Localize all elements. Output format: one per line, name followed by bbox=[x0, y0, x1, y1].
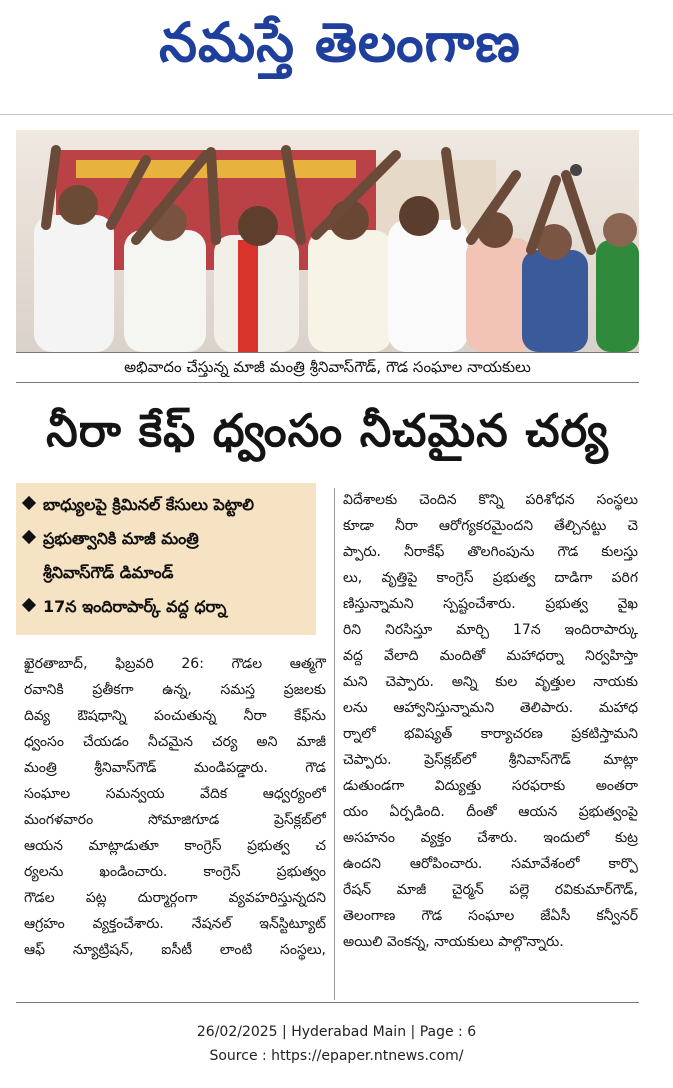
article-line: ర్యలను ఖండించారు. కాంగ్రెస్ ప్రభుత్వం bbox=[24, 864, 326, 880]
article-line: డుతుండగా విద్యుత్తు సరఫరాకు అంతరా bbox=[343, 778, 638, 794]
column-divider bbox=[334, 488, 335, 1000]
caption-rule-bottom bbox=[16, 382, 639, 383]
news-photo bbox=[16, 130, 639, 352]
article-line: ణిస్తున్నామని స్పష్టంచేశారు. ప్రభుత్వ వైఖ bbox=[343, 596, 638, 612]
photo-caption: అభివాదం చేస్తున్న మాజీ మంత్రి శ్రీనివాస్‌గౌడ్, గౌడ సంఘాల నాయకులు bbox=[124, 358, 531, 376]
article-line: సంఘాల సమన్వయ వేదిక ఆధ్వర్యంలో bbox=[24, 786, 326, 802]
article-line: లు, వృత్తిపై కాంగ్రెస్ ప్రభుత్వ దాడిగా పరిగ bbox=[343, 570, 638, 586]
highlight-text: ప్రభుత్వానికి మాజీ మంత్రి bbox=[43, 529, 199, 548]
masthead bbox=[0, 0, 673, 118]
article-line: ఆయన మాట్లాడుతూ కాంగ్రెస్ ప్రభుత్వ చ bbox=[24, 838, 326, 854]
article-line: రేషన్ మాజీ చైర్మన్ పల్లె రవికుమార్‌గౌడ్, bbox=[343, 882, 638, 898]
highlight-text: 17న ఇందిరాపార్క్ వద్ద ధర్నా bbox=[43, 597, 227, 616]
article-line: మంగళవారం సోమాజిగూడ ప్రెస్‌క్లబ్‌లో bbox=[24, 812, 326, 828]
article-line: ప్పారు. నీరాకేఫ్ తొలగింపును గౌడ కులస్తు bbox=[343, 544, 638, 560]
article-line: ర్నాలో భవిష్యత్ కార్యాచరణ ప్రకటిస్తామని bbox=[343, 726, 638, 742]
article-line: విదేశాలకు చెందిన కొన్ని పరిశోధన సంస్థలు bbox=[343, 492, 638, 508]
article-column-right bbox=[343, 487, 638, 955]
article-line: దివ్య ఔషధాన్ని పంచుతున్న నీరా కేఫ్‌ను bbox=[24, 708, 326, 724]
highlight-text-continued: శ్రీనివాస్‌గౌడ్ డిమాండ్ bbox=[43, 563, 174, 582]
article-line: రిని నిరసిస్తూ మార్చి 17న ఇందిరాపార్కు bbox=[343, 622, 638, 638]
diamond-bullet-icon bbox=[22, 496, 36, 510]
article-line: మని చెప్పారు. అన్ని కుల వృత్తుల నాయకు bbox=[343, 674, 638, 690]
highlights-box bbox=[16, 483, 316, 635]
article-line: మంత్రి శ్రీనివాస్‌గౌడ్ మండిపడ్డారు. గౌడ bbox=[24, 760, 326, 776]
article-line: అయిలి వెంకన్న, నాయకులు పాల్గొన్నారు. bbox=[343, 934, 564, 950]
article-line: యం ఏర్పడింది. దీంతో ఆయన ప్రభుత్వంపై bbox=[343, 804, 638, 820]
article-line: ధ్వంసం చేయడం నీచమైన చర్య అని మాజీ bbox=[24, 734, 326, 750]
diamond-bullet-icon bbox=[22, 530, 36, 544]
article-line: గౌడల పట్ల దుర్మార్గంగా వ్యవహరిస్తున్నదని bbox=[24, 890, 326, 906]
article-line: ఉందని ఆరోపించారు. సమావేశంలో కార్పొ bbox=[343, 856, 638, 872]
highlight-item bbox=[24, 495, 254, 518]
headline: నీరా కేఫ్ ధ్వంసం నీచమైన చర్య bbox=[46, 404, 609, 457]
article-line: ఖైరతాబాద్, ఫిబ్రవరి 26: గౌడల ఆత్మగౌ bbox=[24, 656, 326, 672]
footer-edition-info: 26/02/2025 | Hyderabad Main | Page : 6 bbox=[196, 1024, 477, 1040]
masthead-logo: నమస్తే తెలంగాణ bbox=[159, 11, 521, 74]
article-line: వద్ద వేలాది మందితో మహాధర్నా నిర్వహిస్తా bbox=[343, 648, 638, 664]
highlight-item bbox=[24, 529, 199, 552]
article-line: తెలంగాణ గౌడ సంఘాల జేఏసీ కన్వీనర్ bbox=[343, 908, 638, 924]
highlight-item bbox=[24, 597, 226, 620]
article-line: ఆఫ్ న్యూట్రిషన్, ఐసీటీ లాంటి సంస్థలు, bbox=[24, 942, 326, 958]
article-line: ఆగ్రహం వ్యక్తంచేశారు. నేషనల్ ఇన్‌స్టిట్యూట్ bbox=[24, 916, 326, 932]
article-line: చెప్పారు. ప్రెస్‌క్లబ్‌లో శ్రీనివాస్‌గౌడ్ మాట్లా bbox=[343, 752, 638, 768]
article-line: అసహనం వ్యక్తం చేశారు. ఇందులో కుట్ర bbox=[343, 830, 638, 846]
article-line: రవానికి ప్రతీకగా ఉన్న, సమస్త ప్రజలకు bbox=[24, 682, 326, 698]
article-bottom-rule bbox=[16, 1002, 639, 1003]
masthead-rule bbox=[0, 114, 673, 115]
article-column-left bbox=[24, 651, 326, 963]
article-line: కూడా నీరా ఆరోగ్యకరమైందని తేల్చినట్టు చె bbox=[343, 518, 638, 534]
group-photo-illustration bbox=[16, 130, 639, 352]
footer-source: Source : https://epaper.ntnews.com/ bbox=[209, 1048, 464, 1064]
highlight-text: బాధ్యులపై క్రిమినల్ కేసులు పెట్టాలి bbox=[43, 495, 255, 514]
diamond-bullet-icon bbox=[22, 598, 36, 612]
article-line: లను ఆహ్వానిస్తున్నామని తెలిపారు. మహాధ bbox=[343, 700, 638, 716]
